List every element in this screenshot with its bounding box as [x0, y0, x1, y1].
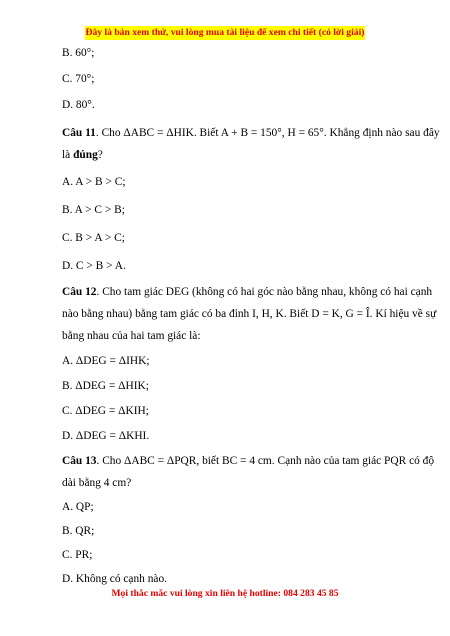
question-12-option-a: A. ΔDEG = ΔIHK;	[62, 355, 150, 367]
question-12-label: Câu 12	[62, 286, 97, 298]
question-12-line3: bằng nhau của hai tam giác là:	[62, 330, 201, 342]
preview-notice-banner: Đây là bản xem thử, vui lòng mua tài liệu để xem chi tiết (có lời giải)	[85, 27, 365, 38]
question-12-option-c: C. ΔDEG = ΔKIH;	[62, 405, 149, 417]
question-11-option-b: B. A > C > B;	[62, 204, 125, 216]
question-11-text-pre: là	[62, 149, 74, 161]
question-11-option-a: A. A > B > C;	[62, 176, 126, 188]
question-12-line2: nào bằng nhau) bằng tam giác có ba đỉnh I, H, K. Biết D = K, G = Î. Kí hiệu về sự	[62, 308, 437, 320]
option-c-prev: C. 70°;	[62, 73, 95, 85]
question-11-emphasis: đúng	[73, 149, 98, 161]
question-12-line1	[62, 285, 432, 299]
question-12-option-d: D. ΔDEG = ΔKHI.	[62, 430, 150, 442]
question-11-label: Câu 11	[62, 127, 96, 139]
question-11-option-c: C. B > A > C;	[62, 232, 125, 244]
hotline-banner: Mọi thắc mắc vui lòng xin liên hệ hotline: 084 283 45 85	[111, 588, 339, 599]
question-11-text: . Cho ΔABC = ΔHIK. Biết A + B = 150°, H = 65°. Khẳng định nào sau đây	[95, 127, 440, 139]
question-13-option-b: B. QR;	[62, 525, 95, 537]
question-13-line2: dài bằng 4 cm?	[62, 477, 132, 489]
question-12-text: . Cho tam giác DEG (không có hai góc nào bằng nhau, không có hai cạnh	[96, 286, 433, 298]
option-d-prev: D. 80°.	[62, 99, 95, 111]
question-13-text: . Cho ΔABC = ΔPQR, biết BC = 4 cm. Cạnh nào của tam giác PQR có độ	[96, 455, 435, 467]
question-11-option-d: D. C > B > A.	[62, 260, 126, 272]
question-13-option-a: A. QP;	[62, 501, 94, 513]
question-12-option-b: B. ΔDEG = ΔHIK;	[62, 380, 149, 392]
question-11-line1	[62, 126, 440, 140]
question-13-option-d: D. Không có cạnh nào.	[62, 573, 168, 585]
option-b-prev: B. 60°;	[62, 47, 95, 59]
question-13-option-c: C. PR;	[62, 549, 93, 561]
question-13-label: Câu 13	[62, 455, 97, 467]
question-11-text-post: ?	[97, 149, 103, 161]
question-11-line2	[62, 148, 103, 162]
question-13-line1	[62, 454, 434, 468]
